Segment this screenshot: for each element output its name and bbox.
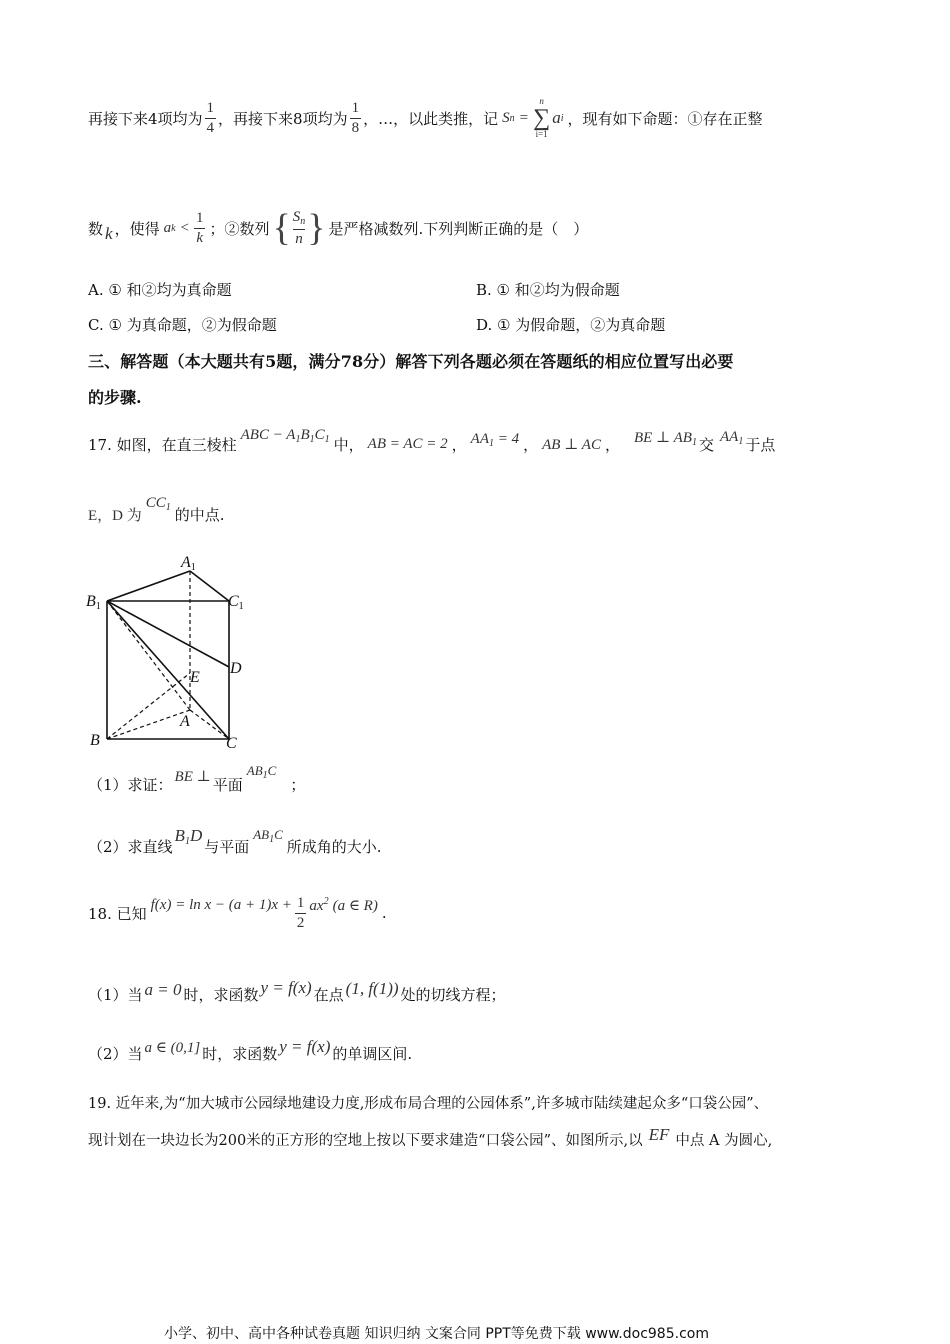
edge-b1-a1 [107, 571, 190, 601]
sequence-braces: { $\frac{S_n}{n}$ } [272, 207, 326, 249]
label-b: B [90, 732, 100, 749]
option-d[interactable]: D. ① 为假命题，②为真命题 [476, 316, 666, 334]
q17-line2: E，D 为 $CC_1$ 的中点. [88, 495, 225, 524]
q18-part1: （1）当 a = 0 时，求函数 y = f(x) 在点 (1, f(1)) 处的切线方程； [88, 978, 506, 1004]
q17-part1: （1）求证： BE ⊥ 平面 $AB_1C$ ； [88, 763, 306, 794]
edge-a1-c1 [190, 571, 229, 601]
q16-line2: 数 k ，使得 a k < $\frac{1}{k}$ ；②数列 { $\frac{S_n}{n}$ } 是严格减数列.下列判断正确的是（ ） [88, 207, 589, 249]
prism-figure [80, 548, 270, 754]
label-b1: B1 [86, 593, 101, 612]
q19-line2: 现计划在一块边长为200米的正方形的空地上按以下要求建造“口袋公园”、如图所示,以 EF 中点 A 为圆心, [88, 1125, 773, 1149]
prism-name: ABC − $A_1B_1C_1$ [240, 427, 330, 445]
fraction-one-quarter: $\frac{1}{4}$ [206, 99, 215, 136]
sigma-symbol: n ∑ i=1 [533, 96, 551, 139]
q16-text: 再接下来4项均为 [88, 109, 203, 128]
section-heading-cont: 的步骤. [88, 388, 142, 407]
q16-text: ，现有如下命题：①存在正整 [567, 109, 763, 128]
right-brace-icon: } [307, 207, 326, 249]
q16-line1 [88, 88, 762, 148]
q16-text: ，再接下来8项均为 [218, 109, 348, 128]
fraction-one-half: $\frac{1}{2}$ [296, 894, 305, 931]
hidden-a-c [190, 710, 229, 739]
q17-part2: （2）求直线 $B_1D$ 与平面 $AB_1C$ 所成角的大小. [88, 825, 382, 856]
option-a[interactable]: A. ① 和②均为真命题 [88, 281, 232, 299]
q18-stem: 18. 已知 f(x) = ln x − (a + 1)x + $\frac{1}{2}$ $ax^2$ (a ∈ R) . [88, 894, 387, 931]
hidden-b-e [107, 673, 190, 739]
edge-b1-d [107, 601, 229, 667]
fraction-one-eighth: $\frac{1}{8}$ [351, 99, 360, 136]
fraction-one-over-k: $\frac{1}{k}$ [196, 209, 204, 246]
q16-text: ，…，以此类推，记 [363, 109, 499, 128]
footer-banner: 小学、初中、高中各种试卷真题 知识归纳 文案合同 PPT等免费下载 www.doc985.com [164, 1326, 709, 1342]
hidden-b1-a [107, 601, 190, 710]
hidden-b-a [107, 710, 190, 739]
q19-line1: 19. 近年来,为“加大城市公园绿地建设力度,形成布局合理的公园体系”,许多城市陆续建起众多“口袋公园”、 [88, 1096, 769, 1112]
option-c[interactable]: C. ① 为真命题，②为假命题 [88, 316, 277, 334]
label-e: E [190, 669, 200, 686]
q17-line1: 17. 如图，在直三棱柱 ABC − $A_1B_1C_1$ 中， AB = AC = 2 ， $AA_1 = 4$ ， AB ⊥ AC ， BE ⊥ $AB_1$ 交 $AA_1$ 于点 [88, 427, 776, 454]
label-d: D [230, 660, 242, 677]
q18-part2: （2）当 a ∈ (0,1] 时，求函数 y = f(x) 的单调区间. [88, 1037, 413, 1063]
section-heading: 三、解答题（本大题共有5题，满分78分）解答下列各题必须在答题纸的相应位置写出必要 [88, 352, 734, 371]
option-b[interactable]: B. ① 和②均为假命题 [476, 281, 620, 299]
left-brace-icon: { [272, 207, 291, 249]
label-a: A [180, 713, 190, 730]
sum-formula: S n = n ∑ i=1 a i [502, 96, 564, 139]
label-c: C [226, 735, 237, 752]
label-c1: C1 [228, 593, 244, 612]
label-a1: A1 [181, 554, 196, 573]
